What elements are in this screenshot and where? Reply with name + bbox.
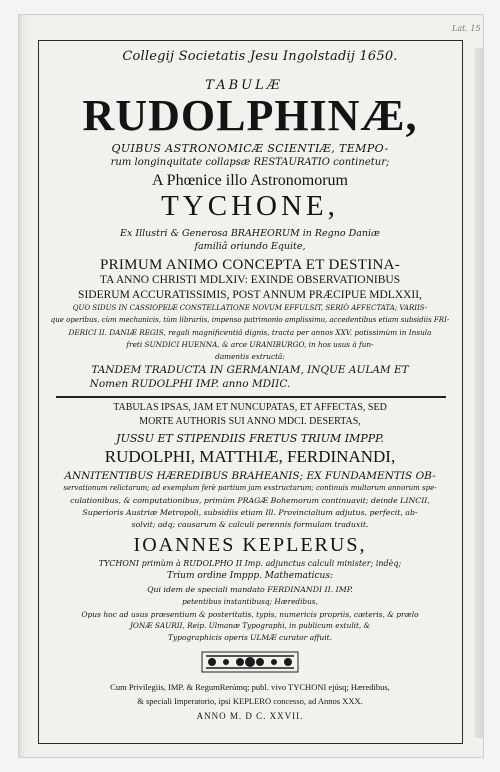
opus-line-2: JONÆ SAURII, Reip. Ulmanæ Typographi, in publicum extulit, & [129, 621, 371, 630]
ex-illustri-line-1: Ex Illustri & Generosa BRAHEORUM in Regno Daniæ [120, 228, 380, 239]
tychoni-line-2: Trium ordine Imppp. Mathematicus: [166, 571, 334, 581]
divider-rule [56, 396, 446, 398]
body-line-1: QUO SIDUS IN CASSIOPEIÆ CONSTELLATIONE NOVUM EFFULSIT, SERIÒ AFFECTATA; VARIIS- [72, 304, 428, 312]
quiidem-line-2: petentibus instantibusq; Hæredibus, [182, 597, 318, 606]
phoenix-line: A Phœnice illo Astronomorum [152, 172, 348, 189]
tandem-line-1: TANDEM TRADUCTA IN GERMANIAM, INQUE AULAM ET [91, 364, 409, 376]
primum-line-2: TA ANNO CHRISTI MDLXIV: EXINDE OBSERVATIONIBUS [99, 274, 401, 286]
tandem-line-2: Nomen RUDOLPHI IMP. anno MDIIC. [89, 378, 291, 390]
printers-ornament [200, 650, 300, 674]
jussu-line: JUSSU ET STIPENDIIS FRETUS TRIUM IMPPP. [116, 432, 384, 445]
title-small: TABULÆ [205, 78, 283, 93]
tychone-heading: TYCHONE, [161, 190, 339, 222]
annitentibus-line-4: Superioris Austriæ Metropoli, subsidiis etiam Ill. Provincialium adjutus, perfecit, ab- [82, 508, 418, 517]
annitentibus-line-5: solvit; adq; causarum & calculi perennis formulam traduxit. [131, 520, 369, 529]
annitentibus-line-2: servationum relictarum; ad exemplum ferè partium jam exstructarum; continuis multorum annorum spe- [63, 484, 437, 492]
corner-shelfmark: Lat. 15 [452, 24, 481, 33]
primum-line-3: SIDERUM ACCURATISSIMIS, POST ANNUM PRÆCIPUE MDLXXII, [78, 289, 422, 301]
privilege-line-1: Cum Privilegiis, IMP. & RegumRerúmq; publ. vivo TYCHONI ejúsq; Hæredibus, [110, 682, 390, 692]
opus-line-1: Opus hoc ad usus præsentium & posteritatis, typis, numericis propriis, cæteris, & prælo [81, 610, 419, 619]
tabulas-line-2: MORTE AUTHORIS SUI ANNO MDCI. DESERTAS, [139, 416, 361, 427]
body-line-2: que operibus, cùm mechanicis, tùm librariis, impenso patrimonio amplissimo, accedentibus etiam subsidiis FRI- [50, 316, 450, 324]
opus-line-3: Typographicis operis ULMÆ curator affuit. [167, 633, 333, 642]
subtitle-line-2: rum longinquitate collapsæ RESTAURATIO continetur; [110, 157, 390, 168]
subtitle-line-1: QUIBUS ASTRONOMICÆ SCIENTIÆ, TEMPO- [111, 142, 389, 155]
ownership-inscription: Collegij Societatis Jesu Ingolstadij 1650. [122, 49, 398, 64]
annitentibus-line-3: culationibus, & computationibus, primùm PRAGÆ Bohemorum continuavit; deinde LINCII, [70, 496, 430, 505]
emperors-line: RUDOLPHI, MATTHIÆ, FERDINANDI, [104, 447, 396, 466]
body-line-3: DERICI II. DANIÆ REGIS, regali magnificentiâ dignis, tracta per annos XXV. potissimùm in Insula [68, 328, 432, 337]
body-line-5: damentis extructâ: [215, 352, 285, 361]
imprint-year: ANNO M. D C. XXVII. [196, 711, 304, 721]
tabulas-line-1: TABULAS IPSAS, JAM ET NUNCUPATAS, ET AFFECTAS, SED [113, 402, 387, 413]
title-main: RUDOLPHINÆ, [82, 91, 418, 140]
kepler-heading: IOANNES KEPLERUS, [133, 534, 367, 556]
primum-line-1: PRIMUM ANIMO CONCEPTA ET DESTINA- [99, 257, 401, 273]
ex-illustri-line-2: familiâ oriundo Equite, [194, 241, 306, 252]
tychoni-line-1: TYCHONI primùm à RUDOLPHO II Imp. adjunctus calculi minister; indèq; [98, 559, 402, 568]
annitentibus-line-1: ANNITENTIBUS HÆREDIBUS BRAHEANIS; EX FUNDAMENTIS OB- [64, 470, 436, 482]
quiidem-line-1: Qui idem de speciali mandato FERDINANDI II. IMP. [147, 585, 353, 594]
body-line-4: freti SUNDICI HUENNA, & arce URANIBURGO, in hos usus à fun- [126, 340, 374, 349]
privilege-line-2: & speciali Imperatorio, ipsi KEPLERO concesso, ad Annos XXX. [137, 696, 363, 706]
